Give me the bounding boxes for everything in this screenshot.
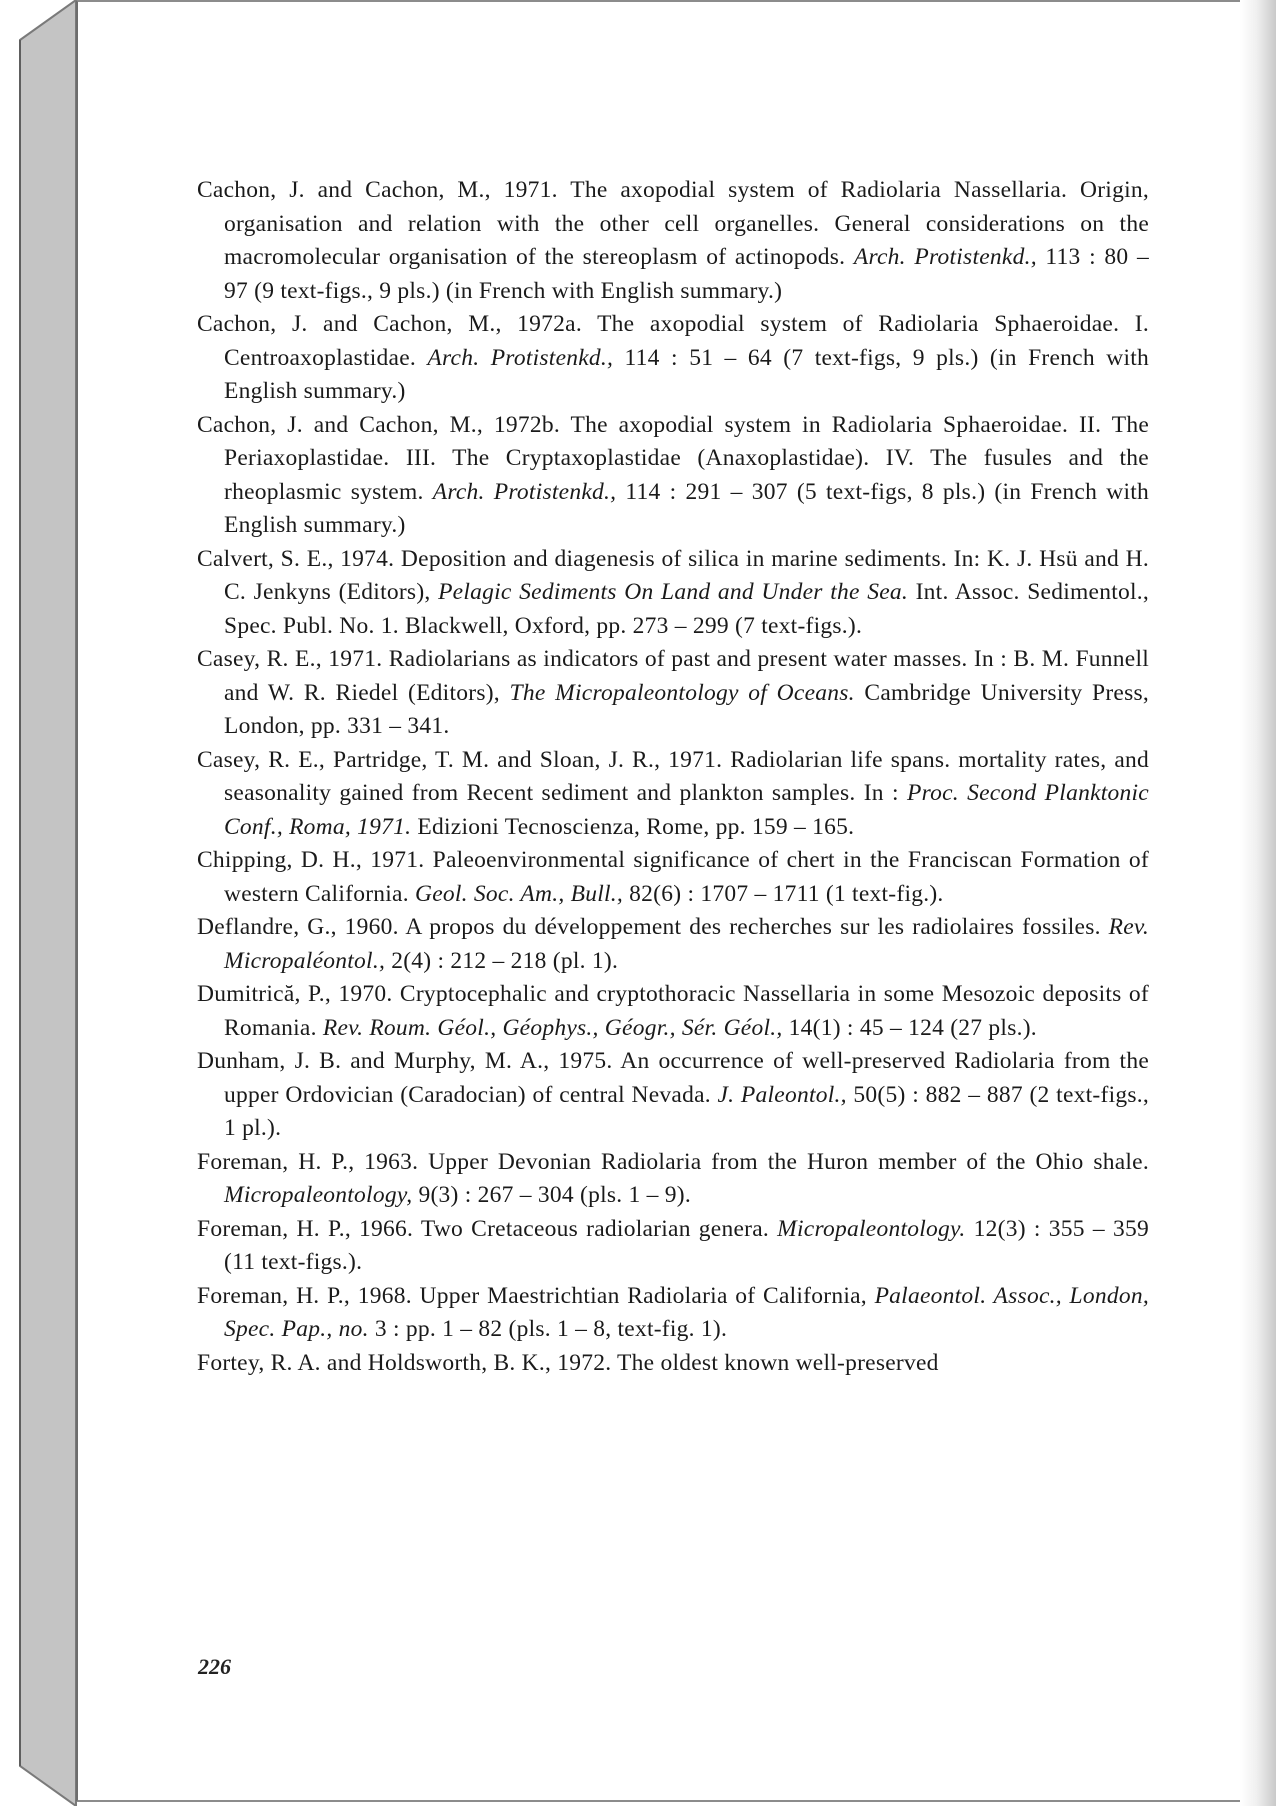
journal-title: J. Paleontol., [717, 1081, 847, 1108]
reference-entry: Dumitrică, P., 1970. Cryptocephalic and cryptothoracic Nassellaria in some Mesozoic deposits of Romania. Rev. Roum. Géol., Géophys., Géogr., Sér. Géol., 14(1) : 45 – 124 (27 pls.). [197, 981, 1149, 1041]
journal-title: Micropaleontology, [224, 1182, 413, 1208]
book-spine-edge [0, 0, 80, 1806]
book-title: The Micropaleontology of Oceans. [509, 679, 855, 706]
journal-title: Palaeontol. Assoc., London, Spec. Pap., no. [224, 1282, 1149, 1342]
reference-entry: Chipping, D. H., 1971. Paleoenvironmental significance of chert in the Franciscan Formation of western California. Geol. Soc. Am., Bull., 82(6) : 1707 – 1711 (1 text-fig.). [197, 847, 1149, 907]
journal-title: Arch. Protistenkd., [432, 478, 617, 505]
journal-title: Micropaleontology. [777, 1215, 966, 1242]
journal-title: Arch. Protistenkd., [853, 244, 1037, 270]
book-title: Pelagic Sediments On Land and Under the Sea. [438, 579, 909, 605]
reference-entry: Cachon, J. and Cachon, M., 1971. The axopodial system of Radiolaria Nassellaria. Origin, organisation and relation with the other cell organelles. General considerations on the macromolecular organisation of the stereoplasm of actinopods. Arch. Protistenkd., 113 : 80 – 97 (9 text-figs., 9 pls.) (in French with English summary.) [197, 177, 1149, 304]
reference-entry: Cachon, J. and Cachon, M., 1972b. The axopodial system in Radiolaria Sphaeroidae. II. The Periaxoplastidae. III. The Cryptaxoplastidae (Anaxoplastidae). IV. The fusules and the rheoplasmic system. Arch. Protistenkd., 114 : 291 – 307 (5 text-figs, 8 pls.) (in French with English summary.) [197, 411, 1149, 538]
reference-entry: Foreman, H. P., 1968. Upper Maestrichtian Radiolaria of California, Palaeontol. Assoc., London, Spec. Pap., no. 3 : pp. 1 – 82 (pls. 1 – 8, text-fig. 1). [197, 1282, 1149, 1342]
journal-title: Geol. Soc. Am., Bull., [414, 880, 624, 907]
journal-title: Arch. Protistenkd., [427, 344, 614, 371]
reference-entry: Fortey, R. A. and Holdsworth, B. K., 1972. The oldest known well-preserved [197, 1349, 939, 1376]
journal-title: Rev. Micropaléontol., [224, 914, 1149, 974]
page-edge-shadow [1240, 0, 1276, 1806]
reference-entry: Foreman, H. P., 1966. Two Cretaceous radiolarian genera. Micropaleontology. 12(3) : 355 – 359 (11 text-figs.). [197, 1215, 1149, 1275]
reference-list [197, 174, 1149, 1380]
proceedings-title: Proc. Second Planktonic Conf., Roma, 1971. [224, 780, 1149, 840]
reference-entry: Foreman, H. P., 1963. Upper Devonian Radiolaria from the Huron member of the Ohio shale. Micropaleontology, 9(3) : 267 – 304 (pls. 1 – 9). [197, 1148, 1149, 1208]
reference-entry: Dunham, J. B. and Murphy, M. A., 1975. An occurrence of well-preserved Radiolaria from the upper Ordovician (Caradocian) of central Nevada. J. Paleontol., 50(5) : 882 – 887 (2 text-figs., 1 pl.). [197, 1048, 1149, 1141]
reference-entry: Deflandre, G., 1960. A propos du développement des recherches sur les radiolaires fossiles. Rev. Micropaléontol., 2(4) : 212 – 218 (pl. 1). [197, 914, 1149, 974]
reference-entry: Cachon, J. and Cachon, M., 1972a. The axopodial system of Radiolaria Sphaeroidae. I. Centroaxoplastidae. Arch. Protistenkd., 114 : 51 – 64 (7 text-figs, 9 pls.) (in French with English summary.) [197, 311, 1150, 404]
page-number: 226 [198, 1654, 231, 1679]
reference-entry: Calvert, S. E., 1974. Deposition and diagenesis of silica in marine sediments. In: K. J. Hsü and H. C. Jenkyns (Editors), Pelagic Sediments On Land and Under the Sea. Int. Assoc. Sedimentol., Spec. Publ. No. 1. Blackwell, Oxford, pp. 273 – 299 (7 text-figs.). [197, 545, 1149, 639]
journal-title: Rev. Roum. Géol., Géophys., Géogr., Sér. Géol., [322, 1014, 783, 1041]
reference-entry: Casey, R. E., Partridge, T. M. and Sloan, J. R., 1971. Radiolarian life spans. mortality rates, and seasonality gained from Recent sediment and plankton samples. In : Proc. Second Planktonic Conf., Roma, 1971. Edizioni Tecnoscienza, Rome, pp. 159 – 165. [197, 746, 1149, 840]
reference-entry: Casey, R. E., 1971. Radiolarians as indicators of past and present water masses. In : B. M. Funnell and W. R. Riedel (Editors), The Micropaleontology of Oceans. Cambridge University Press, London, pp. 331 – 341. [197, 646, 1149, 739]
